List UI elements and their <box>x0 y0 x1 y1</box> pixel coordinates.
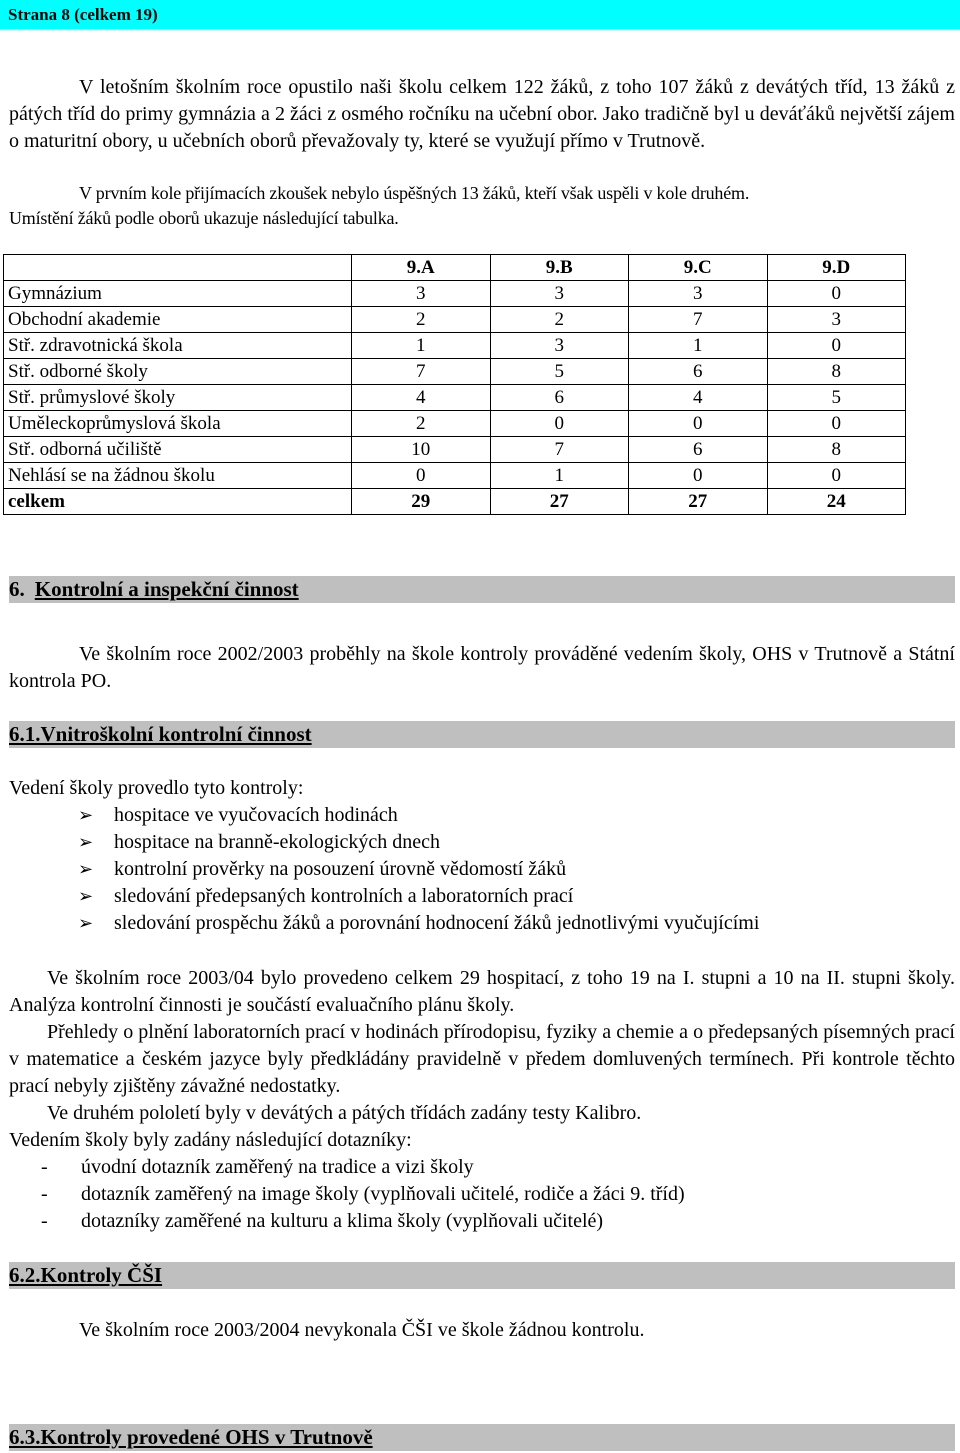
controls-lead: Vedení školy provedlo tyto kontroly: <box>9 777 304 799</box>
table-cell: 2 <box>490 307 628 333</box>
section-title: Kontroly provedené OHS v Trutnově <box>40 1425 373 1449</box>
table-cell: 7 <box>352 359 490 385</box>
table-cell: 1 <box>490 463 628 489</box>
total-cell: 27 <box>490 489 628 515</box>
table-cell: 7 <box>490 437 628 463</box>
total-label: celkem <box>4 489 352 515</box>
table-cell: 8 <box>767 359 906 385</box>
dash-bullet: - <box>41 1210 48 1232</box>
table-row <box>4 411 906 437</box>
section-title: Kontroly ČŠI <box>40 1263 163 1287</box>
admission-paragraph: V prvním kole přijímacích zkoušek nebylo úspěšných 13 žáků, kteří však uspěli v kole druhém. <box>79 183 750 203</box>
table-cell: 10 <box>352 437 490 463</box>
dash-bullet: - <box>41 1156 48 1178</box>
table-cell: 0 <box>767 411 906 437</box>
table-row <box>4 463 906 489</box>
tests-paragraph: Ve druhém pololetí byly v devátých a pátých třídách zadány testy Kalibro. <box>47 1102 642 1124</box>
table-cell: 3 <box>490 333 628 359</box>
arrow-bullet-icon: ➢ <box>78 913 94 933</box>
total-cell: 24 <box>767 489 906 515</box>
table-body <box>4 281 906 515</box>
table-cell: 5 <box>490 359 628 385</box>
table-cell: 0 <box>767 463 906 489</box>
list-item <box>9 1181 685 1208</box>
row-label: Gymnázium <box>4 281 352 307</box>
table-corner <box>4 255 352 281</box>
section-number: 6.1. <box>9 722 41 746</box>
section-number: 6.3. <box>9 1425 41 1449</box>
list-item <box>78 829 759 856</box>
table-intro: Umístění žáků podle oborů ukazuje následující tabulka. <box>9 208 399 228</box>
list-item-text: sledování prospěchu žáků a porovnání hodnocení žáků jednotlivými vyučujícími <box>114 912 760 934</box>
table-header-row <box>4 255 906 281</box>
table-cell: 6 <box>629 437 767 463</box>
table-cell: 0 <box>629 463 767 489</box>
arrow-bullet-icon: ➢ <box>78 859 94 879</box>
table-cell: 5 <box>767 385 906 411</box>
reports-paragraph: Přehledy o plnění laboratorních prací v hodinách přírodopisu, fyziky a chemie a o předepsaných písemných prací v matematice a českém jazyce byly předkládány pravidelně v předem domluvených termínech. Při kontrole těchto prací nebyly zjištěny závažné nedostatky. <box>9 1021 955 1097</box>
list-item <box>9 1208 685 1235</box>
row-label: Uměleckoprůmyslová škola <box>4 411 352 437</box>
column-header: 9.D <box>767 255 906 281</box>
list-item-text: sledování předepsaných kontrolních a laboratorních prací <box>114 885 574 907</box>
table-cell: 4 <box>629 385 767 411</box>
table-cell: 1 <box>629 333 767 359</box>
list-item-text: hospitace ve vyučovacích hodinách <box>114 804 398 826</box>
table-cell: 3 <box>629 281 767 307</box>
placement-table <box>3 254 906 515</box>
list-item-text: hospitace na branně-ekologických dnech <box>114 831 440 853</box>
csi-paragraph: Ve školním roce 2003/2004 nevykonala ČŠI ve škole žádnou kontrolu. <box>79 1319 645 1341</box>
table-cell: 3 <box>352 281 490 307</box>
table-row <box>4 359 906 385</box>
table-row <box>4 333 906 359</box>
table-cell: 0 <box>629 411 767 437</box>
column-header: 9.B <box>490 255 628 281</box>
table-cell: 2 <box>352 411 490 437</box>
surveys-lead: Vedením školy byly zadány následující dotazníky: <box>9 1129 412 1151</box>
table-cell: 0 <box>767 333 906 359</box>
list-item-text: kontrolní prověrky na posouzení úrovně vědomostí žáků <box>114 858 567 880</box>
list-item-text: dotazník zaměřený na image školy (vyplňovali učitelé, rodiče a žáci 9. tříd) <box>81 1183 685 1205</box>
row-label: Nehlásí se na žádnou školu <box>4 463 352 489</box>
section-title: Vnitroškolní kontrolní činnost <box>40 722 312 746</box>
arrow-bullet-icon: ➢ <box>78 886 94 906</box>
page-number: Strana 8 (celkem 19) <box>8 5 158 24</box>
table-cell: 2 <box>352 307 490 333</box>
list-item <box>78 856 759 883</box>
list-item <box>78 802 759 829</box>
table-cell: 1 <box>352 333 490 359</box>
table-cell: 0 <box>767 281 906 307</box>
arrow-bullet-icon: ➢ <box>78 832 94 852</box>
total-row <box>4 489 906 515</box>
arrow-bullet-icon: ➢ <box>78 805 94 825</box>
total-cell: 27 <box>629 489 767 515</box>
row-label: Stř. zdravotnická škola <box>4 333 352 359</box>
intro-paragraph: V letošním školním roce opustilo naši školu celkem 122 žáků, z toho 107 žáků z devátých tříd, 13 žáků z pátých tříd do primy gymnázia a 2 žáci z osmého ročníku na učební obor. Jako tradičně byl u deváťáků největší zájem o maturitní obory, u učebních oborů převažovaly ty, které se využují přímo v Trutnově. <box>9 76 955 152</box>
table-cell: 6 <box>629 359 767 385</box>
total-cell: 29 <box>352 489 490 515</box>
list-item <box>78 883 759 910</box>
section-number: 6.2. <box>9 1263 41 1287</box>
list-item-text: úvodní dotazník zaměřený na tradice a vizi školy <box>81 1156 474 1178</box>
section-heading-6-1 <box>9 721 955 748</box>
column-header: 9.A <box>352 255 490 281</box>
section6-paragraph: Ve školním roce 2002/2003 proběhly na škole kontroly prováděné vedením školy, OHS v Trutnově a Státní kontrola PO. <box>9 643 955 692</box>
table-cell: 4 <box>352 385 490 411</box>
controls-list <box>78 802 759 937</box>
section-heading-6 <box>9 576 955 603</box>
section-heading-6-3 <box>9 1424 955 1451</box>
list-item <box>78 910 759 937</box>
table-cell: 8 <box>767 437 906 463</box>
page-header <box>0 0 960 29</box>
section-title: Kontrolní a inspekční činnost <box>34 577 299 601</box>
table-row <box>4 437 906 463</box>
list-item-text: dotazníky zaměřené na kulturu a klima školy (vyplňovali učitelé) <box>81 1210 604 1232</box>
table-row <box>4 281 906 307</box>
row-label: Obchodní akademie <box>4 307 352 333</box>
table-cell: 7 <box>629 307 767 333</box>
table-cell: 3 <box>767 307 906 333</box>
table-row <box>4 307 906 333</box>
dash-bullet: - <box>41 1183 48 1205</box>
section-heading-6-2 <box>9 1262 955 1289</box>
table-cell: 0 <box>490 411 628 437</box>
row-label: Stř. průmyslové školy <box>4 385 352 411</box>
list-item <box>9 1154 685 1181</box>
table-cell: 6 <box>490 385 628 411</box>
row-label: Stř. odborné školy <box>4 359 352 385</box>
surveys-list <box>9 1154 685 1235</box>
section-number: 6. <box>9 577 25 601</box>
inspection-paragraph: Ve školním roce 2003/04 bylo provedeno celkem 29 hospitací, z toho 19 na I. stupni a 10 na II. stupni školy. Analýza kontrolní činnosti je součástí evaluačního plánu školy. <box>9 967 955 1016</box>
table-cell: 0 <box>352 463 490 489</box>
column-header: 9.C <box>629 255 767 281</box>
table-row <box>4 385 906 411</box>
row-label: Stř. odborná učiliště <box>4 437 352 463</box>
table-cell: 3 <box>490 281 628 307</box>
